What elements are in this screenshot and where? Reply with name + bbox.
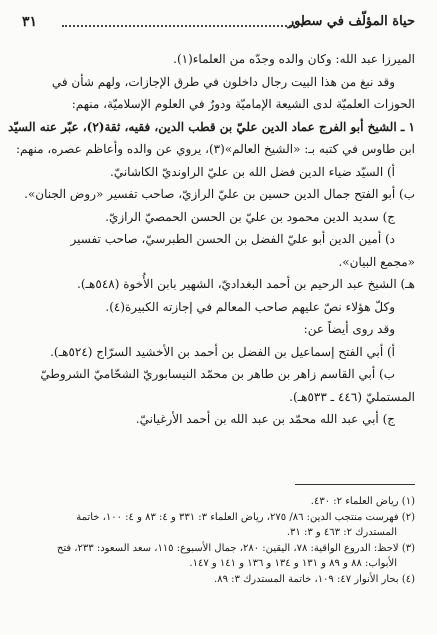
list-item: د) أمين الدين أبو عليّ الفضل بن الحسن الطبرسيّ، صاحب تفسير	[70, 232, 395, 246]
list-item: هـ) الشيخ عبد الرحيم بن أحمد البغداديّ، الشهير بابن الأُخوة (٥٤٨هـ).	[77, 277, 415, 291]
text-line: وقد نبغ من هذا البيت رجال داخلون في طرق الإجازات، ولهم شأن في	[51, 74, 395, 89]
text-line-heading: ١ ـ الشيخ أبو الفرج عماد الدين عليّ بن قطب الدين، فقيه، ثقة(٢)، عبّر عنه السيّد	[8, 119, 415, 134]
list-item: ج) سديد الدين محمود بن عليّ بن الحسن الحمصيّ الرازيّ.	[105, 209, 395, 224]
list-item: ج) أبي عبد الله محمّد بن عبد الله بن أحمد الأرغيانيّ.	[135, 412, 395, 426]
footnote: (١) رياض العلماء ٢: ٤٣٠.	[310, 496, 415, 507]
header-dotted-leader	[62, 25, 303, 27]
footnote-divider	[295, 484, 415, 485]
footnotes	[22, 494, 415, 587]
main-text	[8, 48, 415, 431]
text-line: «مجمع البيان».	[338, 254, 415, 269]
list-item: أ) السيّد ضياء الدين فضل الله بن عليّ الراونديّ الكاشانيّ.	[110, 164, 395, 179]
page-number: ٣١	[22, 14, 38, 30]
footnote: (٤) بحار الأنوار ٤٧: ١٠٩، خاتمة المستدرك ٣: ٨٩.	[214, 573, 415, 585]
running-header	[22, 14, 415, 36]
list-item: ب) أبي القاسم زاهر بن طاهر بن محمّد النيسابوريّ الشحّاميّ الشروطيّ	[40, 367, 395, 381]
list-item: أ) أبي الفتح إسماعيل بن الفضل بن أحمد بن الأخشيد السرّاج (٥٢٤هـ).	[50, 344, 395, 359]
footnote: (٢) فهرست منتجب الدين: ٨٦/ ٢٧٥، رياض العلماء ٣: ٣٣١ و ٤: ٨٣ و ٤: ١٠٠، خاتمة	[76, 511, 415, 523]
footnote-continuation: الأبواب: ٨٨ و ٨٩ و ١٣١ و ١٣٤ و ١٣٦ و ١٤١ و ١٤٧.	[189, 558, 397, 569]
list-item: ب) أبو الفتح جمال الدين حسين بن عليّ الرازيّ، صاحب تفسير «روض الجنان».	[24, 187, 415, 201]
text-line: الميرزا عبد الله: وكان والده وجدّه من العلماء(١).	[173, 52, 415, 66]
text-line: ابن طاوس في كتبه بـ: «الشيخ العالم»(٣)، يروي عن والده وأعاظم عصره، منهم:	[15, 142, 415, 156]
text-line: المستمليّ (٤٤٦ ـ ٥٣٣هـ).	[289, 389, 415, 404]
running-title: حياة المؤلّف في سطور	[287, 14, 415, 29]
text-line: وكلّ هؤلاء نصّ عليهم صاحب المعالم في إجازته الكبيرة(٤).	[105, 299, 395, 314]
text-line: وقد روى أيضاً عن:	[303, 322, 395, 336]
footnote: (٣) لاحظ: الدروع الواقية: ٧٨، اليقين: ٢٨٠، جمال الأسبوع: ١١٥، سعد السعود: ٢٣٣، فتح	[56, 542, 415, 554]
footnote-continuation: المستدرك ٢: ٤٦٣ و ٣: ٣١.	[286, 527, 397, 538]
text-line: الحوزات العلميّة لدى الشيعة الإماميّة ودورٌ في العلوم الإسلاميّة، منهم:	[71, 97, 415, 111]
